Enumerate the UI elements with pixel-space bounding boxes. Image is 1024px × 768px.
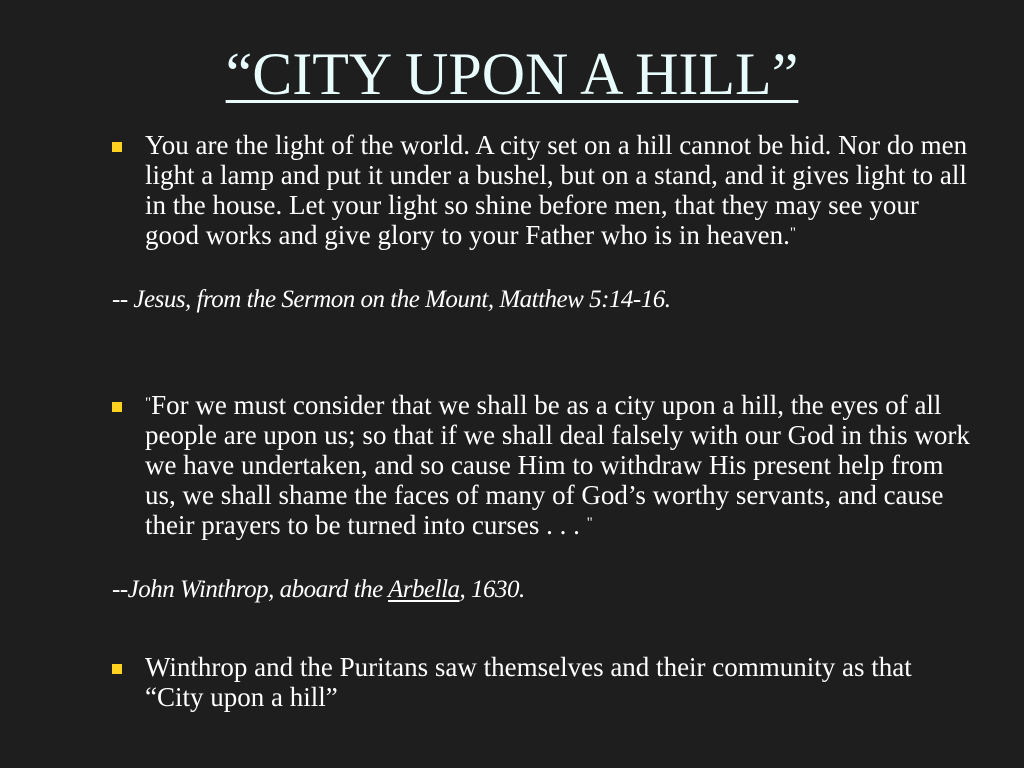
bullet-square-icon [112, 664, 122, 674]
bullet-2-text [145, 390, 975, 540]
bullet-2 [112, 390, 982, 540]
bullet-square-icon [112, 402, 122, 412]
attribution-winthrop-suffix: , 1630. [459, 576, 525, 603]
attribution-winthrop [112, 576, 525, 604]
bullet-3 [112, 652, 982, 712]
bullet-row-2 [112, 390, 982, 540]
bullet-square-icon [112, 142, 122, 152]
bullet-row-3 [112, 652, 982, 712]
bullet-1 [112, 130, 982, 250]
bullet-row-1 [112, 130, 982, 250]
ship-name-arbella: Arbella [388, 576, 460, 603]
attribution-winthrop-prefix: --John Winthrop, aboard the [112, 576, 389, 603]
bullet-2-opening-quote: " [145, 395, 152, 411]
bullet-3-text: Winthrop and the Puritans saw themselves and their community as that “City upon a hill” [145, 652, 912, 712]
bullet-2-body: For we must consider that we shall be as a city upon a hill, the eyes of all people are upon us; so that if we shall deal falsely with our God in this work we have undertaken, and so cause Him to withdraw His present help from us, we shall shame the faces of many of God’s worthy servants, and cause their prayers to be turned into curses . . . [145, 390, 970, 540]
slide-title: “CITY UPON A HILL” [225, 41, 799, 107]
bullet-1-body: You are the light of the world. A city set on a hill cannot be hid. Nor do men light a lamp and put it under a bushel, but on a stand, and it gives light to all in the house. Let your light so shine before men, that they may see your good works and give glory to your Father who is in heaven. [145, 130, 968, 250]
attribution-jesus: -- Jesus, from the Sermon on the Mount, Matthew 5:14-16. [112, 286, 671, 313]
bullet-2-closing-quote: " [586, 515, 593, 531]
bullet-1-closing-quote: " [789, 225, 797, 241]
bullet-1-text [145, 130, 975, 250]
